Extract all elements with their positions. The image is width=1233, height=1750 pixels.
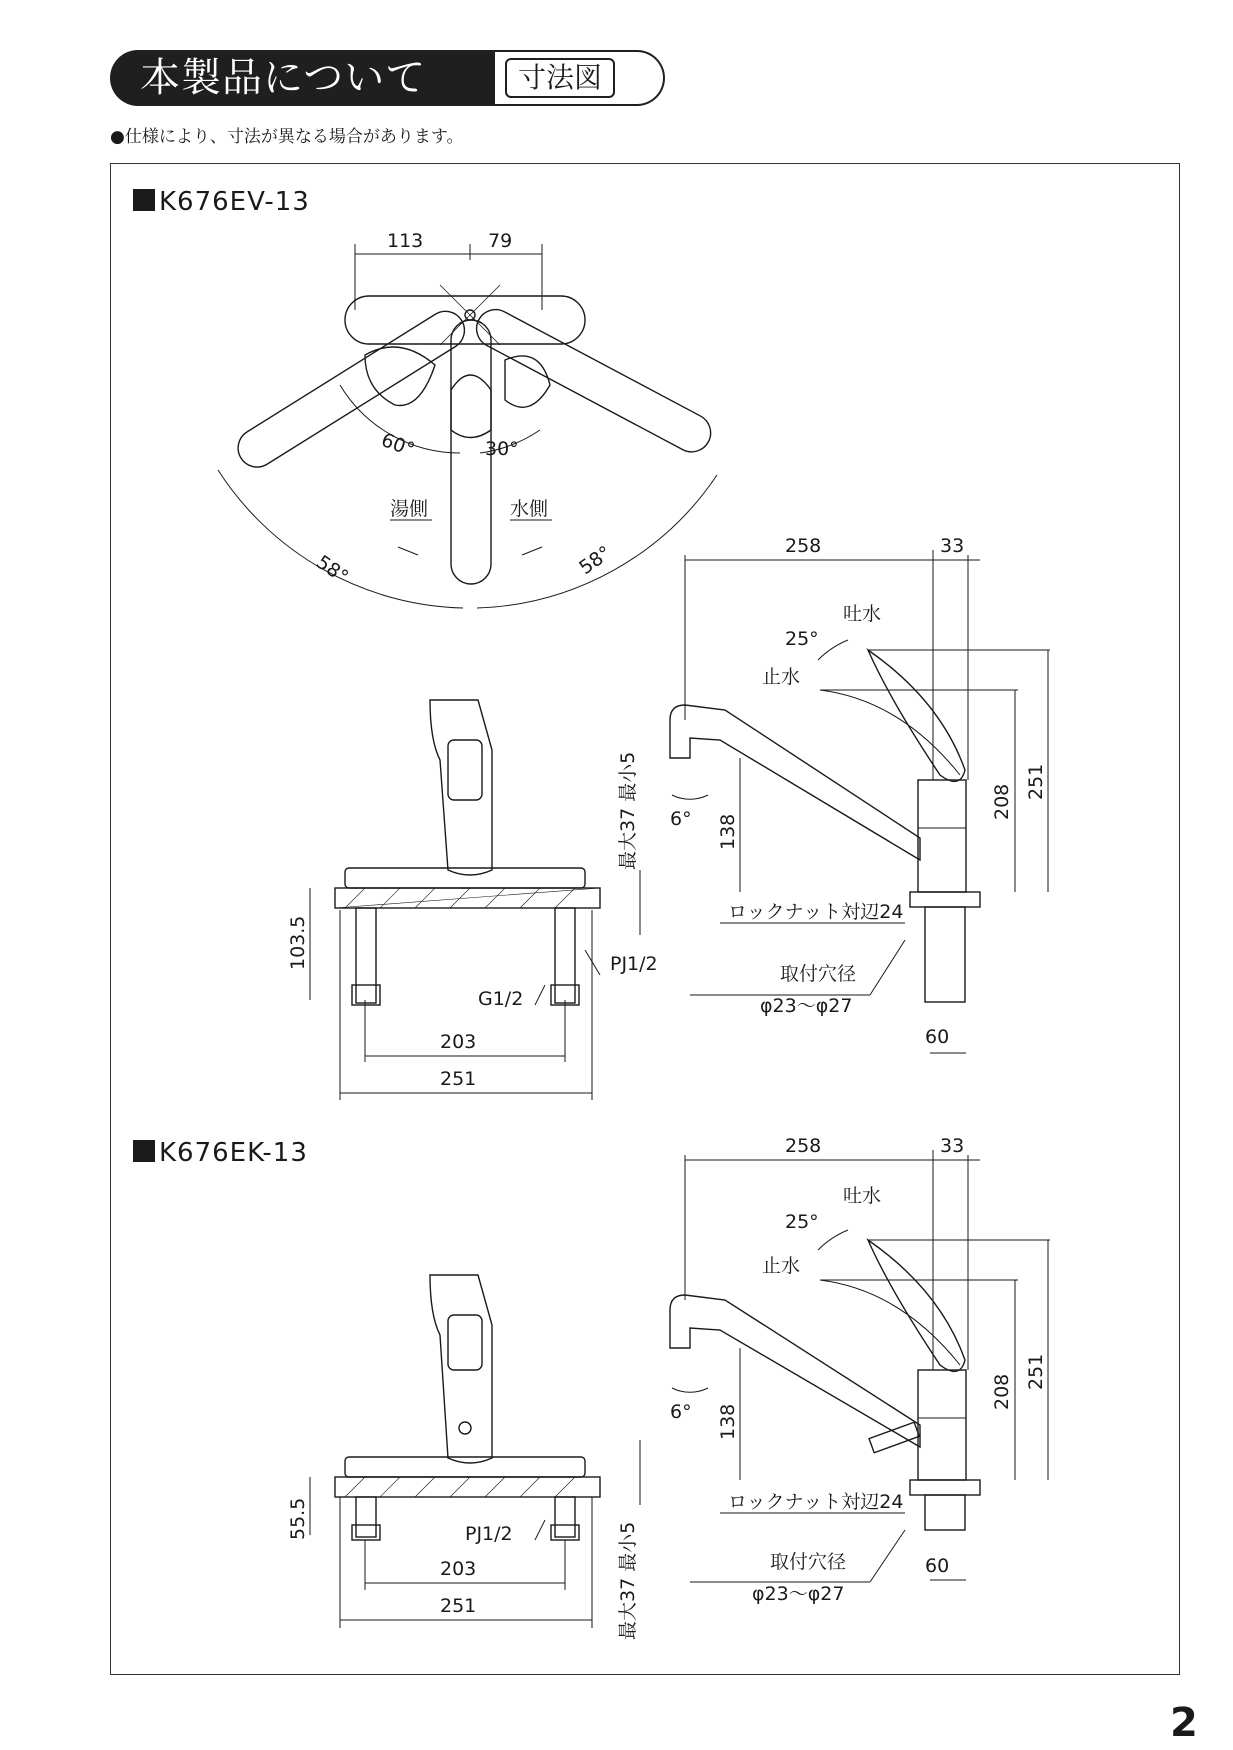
dim-60: 60	[925, 1026, 950, 1048]
hole-range: φ23～φ27	[760, 995, 853, 1017]
dim-208: 208	[991, 783, 1013, 820]
angle-25: 25°	[785, 628, 819, 650]
dim-33: 33	[940, 535, 965, 557]
dim-113: 113	[387, 230, 424, 252]
dim-79: 79	[488, 230, 513, 252]
cold-side-label: 水側	[510, 498, 549, 520]
dim-103-5: 103.5	[287, 915, 309, 970]
angle-58-left: 58°	[312, 551, 353, 589]
section-subtitle: 寸法図	[505, 58, 615, 98]
locknut-label-ek: ロックナット対辺24	[728, 1491, 904, 1513]
dim-258-ek: 258	[785, 1135, 822, 1157]
hole-label: 取付穴径	[780, 963, 857, 985]
top-view	[218, 244, 717, 608]
adjust-label: 最大37 最小5	[617, 751, 639, 870]
dim-203-ek: 203	[440, 1558, 477, 1580]
angle-6-ek: 6°	[670, 1401, 692, 1423]
dim-251-side-ek: 251	[1025, 1353, 1047, 1390]
dim-138-ek: 138	[717, 1403, 739, 1440]
dim-208-ek: 208	[991, 1373, 1013, 1410]
dim-251-side: 251	[1025, 763, 1047, 800]
stop-label-ek: 止水	[762, 1255, 801, 1277]
dim-138: 138	[717, 813, 739, 850]
angle-6: 6°	[670, 808, 692, 830]
spec-note: ●仕様により、寸法が異なる場合があります。	[110, 127, 464, 147]
model-name: K676EK-13	[159, 1138, 308, 1168]
dim-203: 203	[440, 1031, 477, 1053]
hole-label-ek: 取付穴径	[770, 1551, 847, 1573]
thread-label: G1/2	[478, 988, 524, 1010]
side-view-ek	[670, 1150, 1050, 1582]
dim-251-ek: 251	[440, 1595, 477, 1617]
dim-55-5: 55.5	[287, 1497, 309, 1540]
angle-30: 30°	[485, 438, 519, 460]
page-number: 2	[1170, 1700, 1198, 1746]
dim-60-ek: 60	[925, 1555, 950, 1577]
dim-33-ek: 33	[940, 1135, 965, 1157]
discharge-label: 吐水	[843, 603, 882, 625]
dim-258: 258	[785, 535, 822, 557]
angle-25-ek: 25°	[785, 1211, 819, 1233]
section-title: 本製品について	[110, 50, 495, 106]
angle-60: 60°	[378, 429, 418, 462]
locknut-label: ロックナット対辺24	[728, 901, 904, 923]
adjust-label-ek: 最大37 最小5	[617, 1521, 639, 1640]
pipe-label: PJ1/2	[610, 953, 658, 975]
pipe-label-ek: PJ1/2	[465, 1523, 513, 1545]
hot-side-label: 湯側	[390, 498, 429, 520]
angle-58-right: 58°	[575, 541, 616, 580]
stop-label: 止水	[762, 666, 801, 688]
dim-251: 251	[440, 1068, 477, 1090]
model-name: K676EV-13	[159, 187, 310, 217]
discharge-label-ek: 吐水	[843, 1185, 882, 1207]
hole-range-ek: φ23～φ27	[752, 1583, 845, 1605]
